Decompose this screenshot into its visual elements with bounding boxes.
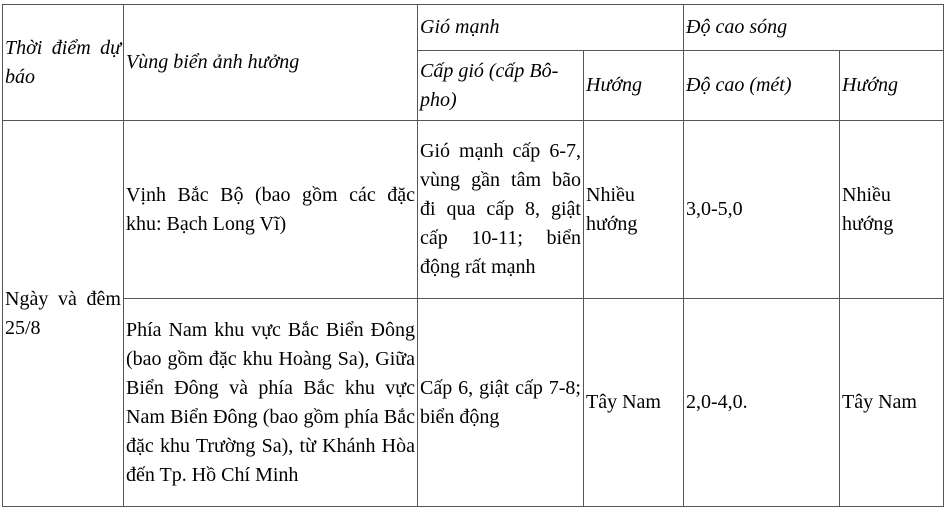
table-row bbox=[3, 121, 944, 299]
wave-height-cell: 3,0-5,0 bbox=[684, 121, 840, 299]
header-time: Thời điểm dự báo bbox=[3, 5, 124, 121]
header-wave-direction: Hướng bbox=[840, 51, 944, 121]
header-area: Vùng biển ảnh hưởng bbox=[124, 5, 418, 121]
wave-direction-cell: Nhiều hướng bbox=[840, 121, 944, 299]
wave-height-cell: 2,0-4,0. bbox=[684, 299, 840, 507]
header-wave-group: Độ cao sóng bbox=[684, 5, 944, 51]
header-wind-group: Gió mạnh bbox=[418, 5, 684, 51]
wind-direction-cell: Tây Nam bbox=[584, 299, 684, 507]
area-cell: Vịnh Bắc Bộ (bao gồm các đặc khu: Bạch Long Vĩ) bbox=[124, 121, 418, 299]
header-wave-height: Độ cao (mét) bbox=[684, 51, 840, 121]
wind-level-cell: Cấp 6, giật cấp 7-8; biển động bbox=[418, 299, 584, 507]
header-wind-level: Cấp gió (cấp Bô-pho) bbox=[418, 51, 584, 121]
forecast-table bbox=[2, 4, 944, 507]
wind-direction-cell: Nhiều hướng bbox=[584, 121, 684, 299]
table-row bbox=[3, 299, 944, 507]
wave-direction-cell: Tây Nam bbox=[840, 299, 944, 507]
area-cell: Phía Nam khu vực Bắc Biển Đông (bao gồm đặc khu Hoàng Sa), Giữa Biển Đông và phía Bắc khu vực Nam Biển Đông (bao gồm phía Bắc đặc khu Trường Sa), từ Khánh Hòa đến Tp. Hồ Chí Minh bbox=[124, 299, 418, 507]
time-cell: Ngày và đêm 25/8 bbox=[3, 121, 124, 507]
header-wind-direction: Hướng bbox=[584, 51, 684, 121]
wind-level-cell: Gió mạnh cấp 6-7, vùng gần tâm bão đi qua cấp 8, giật cấp 10-11; biển động rất mạnh bbox=[418, 121, 584, 299]
